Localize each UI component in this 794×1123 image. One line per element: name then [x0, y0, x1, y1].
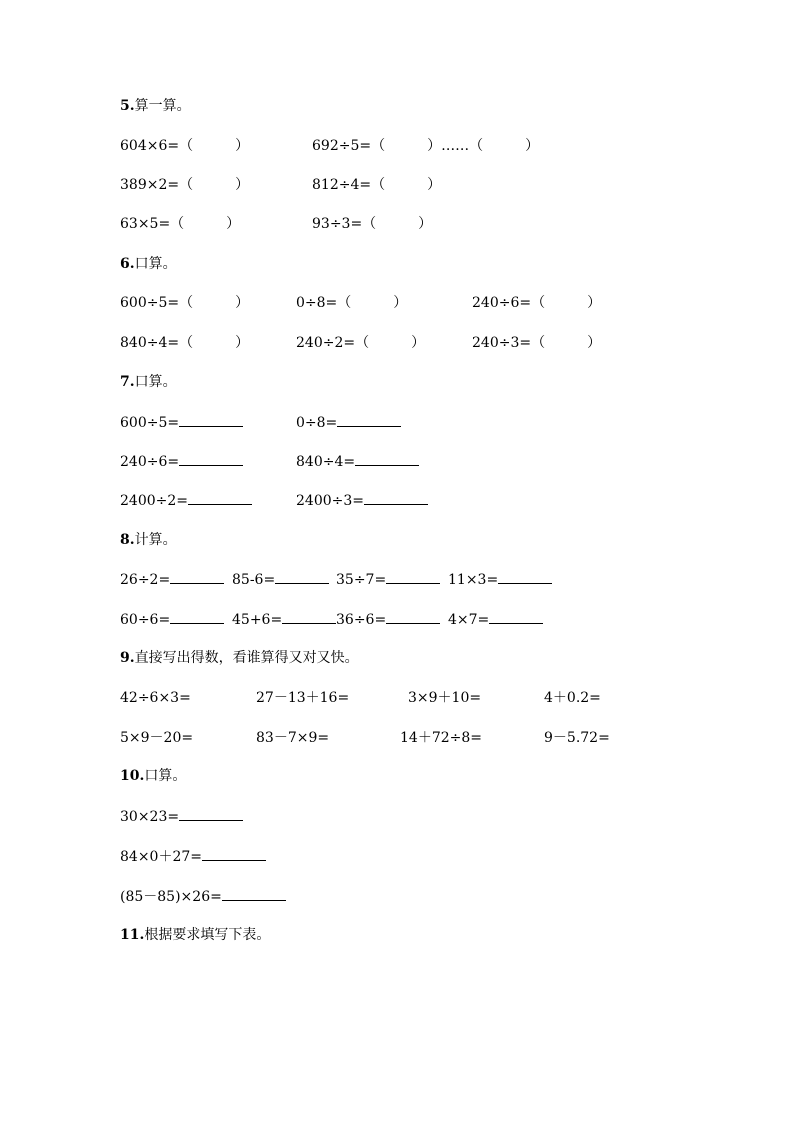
answer-blank[interactable]: [386, 569, 440, 584]
problem-expression: 840÷4=: [296, 454, 356, 470]
problem-row: [0, 806, 794, 826]
problem-row: [0, 293, 794, 313]
problem-row: [0, 728, 794, 748]
answer-blank[interactable]: [282, 609, 336, 624]
section-10-heading: [120, 767, 186, 785]
problem-expression: 45+6=: [232, 612, 283, 628]
problem-row: [0, 609, 794, 629]
answer-blank[interactable]: [202, 846, 266, 861]
math-problem[interactable]: 63×5=（ ）: [120, 216, 241, 232]
math-problem[interactable]: 600÷5=（ ）: [120, 295, 250, 311]
math-problem: [336, 569, 440, 590]
math-problem[interactable]: 5×9－20=: [120, 730, 194, 746]
answer-blank[interactable]: [275, 569, 329, 584]
math-problem[interactable]: 14＋72÷8=: [400, 730, 482, 746]
problem-expression: 600÷5=: [120, 415, 180, 431]
math-problem[interactable]: 9－5.72=: [544, 730, 610, 746]
problem-expression: 2400÷3=: [296, 493, 364, 509]
problem-expression: 60÷6=: [120, 612, 171, 628]
problem-expression: 2400÷2=: [120, 493, 188, 509]
answer-blank[interactable]: [489, 609, 543, 624]
problem-row: [0, 886, 794, 906]
problem-expression: 36÷6=: [336, 612, 387, 628]
math-problem[interactable]: 604×6=（ ）: [120, 138, 250, 154]
math-problem: [232, 569, 329, 590]
math-problem: [296, 412, 401, 433]
section-5-heading: [120, 97, 191, 115]
math-problem: [296, 451, 419, 472]
math-problem[interactable]: 692÷5=（ ）……（ ）: [312, 138, 540, 154]
math-problem[interactable]: 0÷8=（ ）: [296, 295, 408, 311]
math-problem[interactable]: 42÷6×3=: [120, 690, 191, 706]
math-problem: [336, 609, 440, 630]
problem-row: [0, 412, 794, 432]
section-number: 8.: [120, 532, 135, 548]
answer-blank[interactable]: [386, 609, 440, 624]
problem-row: [0, 175, 794, 195]
section-8-heading: [120, 531, 177, 549]
math-problem[interactable]: 240÷2=（ ）: [296, 335, 426, 351]
problem-expression: 11×3=: [448, 572, 499, 588]
math-problem: [120, 569, 224, 590]
problem-row: [0, 846, 794, 866]
answer-blank[interactable]: [179, 806, 243, 821]
math-problem: [120, 846, 266, 867]
math-problem: [120, 451, 243, 472]
problem-row: [0, 136, 794, 156]
math-problem: [120, 806, 243, 827]
math-problem[interactable]: 240÷3=（ ）: [472, 335, 602, 351]
math-problem[interactable]: 812÷4=（ ）: [312, 177, 442, 193]
answer-blank[interactable]: [179, 412, 243, 427]
section-title: 直接写出得数，看谁算得又对又快。: [134, 650, 359, 666]
math-problem: [448, 569, 552, 590]
answer-blank[interactable]: [188, 490, 252, 505]
problem-row: [0, 490, 794, 510]
section-11-heading: [120, 926, 270, 944]
problem-expression: 84×0＋27=: [120, 849, 202, 865]
problem-expression: 0÷8=: [296, 415, 338, 431]
section-7-heading: [120, 373, 177, 391]
section-title: 口算。: [144, 768, 187, 784]
answer-blank[interactable]: [337, 412, 401, 427]
section-number: 10.: [120, 768, 145, 784]
math-problem[interactable]: 27－13＋16=: [256, 690, 350, 706]
problem-expression: 30×23=: [120, 809, 180, 825]
section-title: 计算。: [134, 532, 177, 548]
problem-expression: 85-6=: [232, 572, 276, 588]
answer-blank[interactable]: [170, 569, 224, 584]
math-problem[interactable]: 83－7×9=: [256, 730, 330, 746]
problem-expression: 35÷7=: [336, 572, 387, 588]
math-problem[interactable]: 93÷3=（ ）: [312, 216, 433, 232]
math-problem: [120, 490, 252, 511]
section-title: 算一算。: [134, 98, 191, 114]
math-problem: [120, 886, 286, 907]
section-title: 根据要求填写下表。: [144, 927, 271, 943]
problem-row: [0, 451, 794, 471]
problem-row: [0, 214, 794, 234]
section-number: 5.: [120, 98, 135, 114]
section-number: 9.: [120, 650, 135, 666]
math-problem[interactable]: 840÷4=（ ）: [120, 335, 250, 351]
math-problem[interactable]: 240÷6=（ ）: [472, 295, 602, 311]
section-number: 11.: [120, 927, 145, 943]
answer-blank[interactable]: [179, 451, 243, 466]
problem-expression: 240÷6=: [120, 454, 180, 470]
math-problem: [120, 412, 243, 433]
section-number: 7.: [120, 374, 135, 390]
math-problem[interactable]: 3×9＋10=: [408, 690, 482, 706]
math-problem: [296, 490, 428, 511]
answer-blank[interactable]: [498, 569, 552, 584]
section-title: 口算。: [134, 374, 177, 390]
problem-expression: 26÷2=: [120, 572, 171, 588]
math-problem: [120, 609, 224, 630]
answer-blank[interactable]: [364, 490, 428, 505]
problem-expression: (85－85)×26=: [120, 889, 222, 905]
section-number: 6.: [120, 256, 135, 272]
section-6-heading: [120, 255, 177, 273]
math-problem[interactable]: 4＋0.2=: [544, 690, 601, 706]
answer-blank[interactable]: [170, 609, 224, 624]
problem-row: [0, 333, 794, 353]
problem-row: [0, 569, 794, 589]
section-9-heading: [120, 649, 359, 667]
problem-expression: 4×7=: [448, 612, 490, 628]
math-problem[interactable]: 389×2=（ ）: [120, 177, 250, 193]
math-problem: [232, 609, 336, 630]
section-title: 口算。: [134, 256, 177, 272]
answer-blank[interactable]: [355, 451, 419, 466]
problem-row: [0, 688, 794, 708]
answer-blank[interactable]: [222, 886, 286, 901]
math-problem: [448, 609, 543, 630]
